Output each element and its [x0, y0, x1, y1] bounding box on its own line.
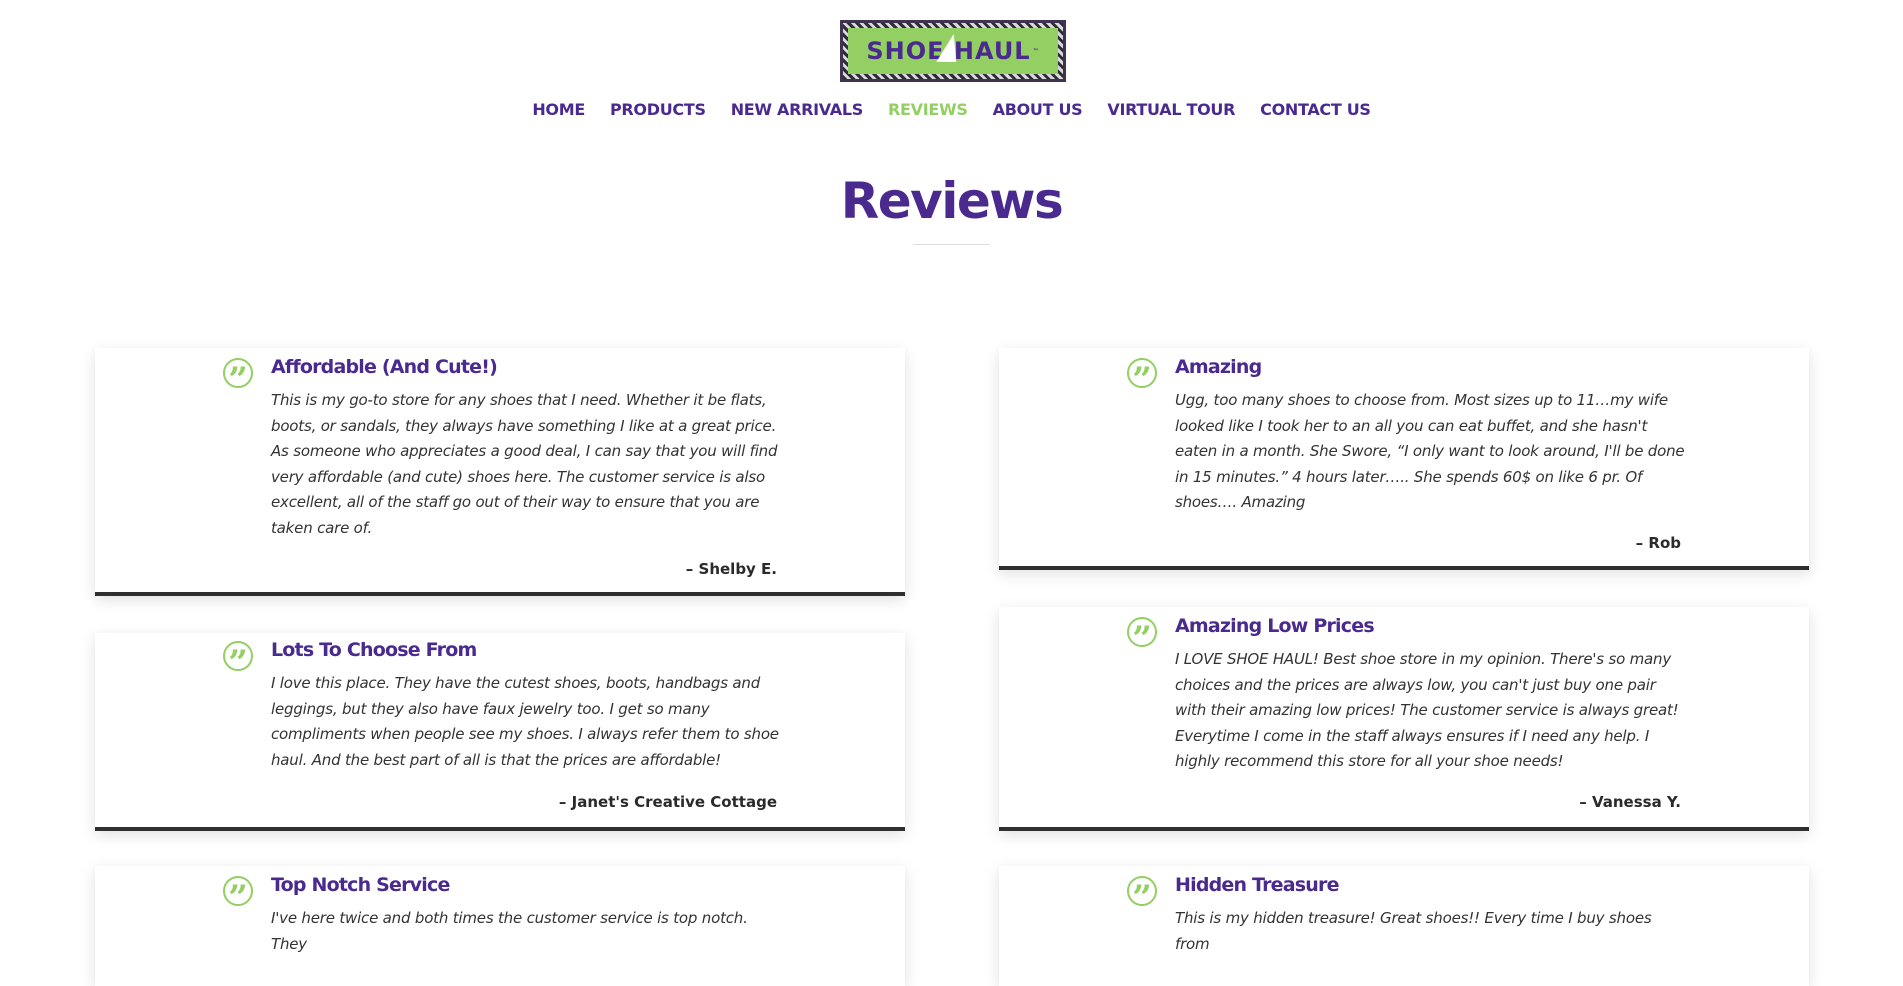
review-author: – Janet's Creative Cottage: [558, 793, 777, 811]
review-text: This is my go-to store for any shoes that I need. Whether it be flats, boots, or sandals, they always have something I like at a great price. As someone who appreciates a good deal, I can say that you will find very affordable (and cute) shoes here. The customer service is also excellent, all of the staff go out of their way to ensure that you are taken care of.: [271, 391, 778, 537]
main-nav: [0, 100, 1903, 119]
quote-icon: ”: [223, 876, 253, 906]
quote-icon: ”: [223, 358, 253, 388]
quote-icon: ”: [1127, 876, 1157, 906]
review-title: Amazing: [1175, 356, 1262, 378]
review-text: This is my hidden treasure! Great shoes!! Every time I buy shoes from: [1175, 909, 1652, 953]
review-text: I've here twice and both times the customer service is top notch. They: [271, 909, 748, 953]
review-author: – Rob: [1635, 534, 1681, 552]
review-text: Ugg, too many shoes to choose from. Most sizes up to 11…my wife looked like I took her to an all you can eat buffet, and she hasn't eaten in a month. She Swore, “I only want to look around, I'll be done in 15 minutes.” 4 hours later….. She spends 60$ on like 6 pr. Of shoes…. Amazing: [1175, 391, 1685, 512]
nav-item-virtual-tour[interactable]: VIRTUAL TOUR: [1107, 100, 1236, 119]
quote-icon: ”: [1127, 358, 1157, 388]
nav-item-home[interactable]: HOME: [532, 100, 585, 119]
nav-item-products[interactable]: PRODUCTS: [609, 100, 706, 119]
review-title: Amazing Low Prices: [1175, 615, 1374, 637]
site-logo[interactable]: [840, 20, 1066, 82]
review-card: [95, 348, 905, 596]
review-card: [999, 607, 1809, 831]
review-card: [95, 633, 905, 831]
review-title: Top Notch Service: [271, 874, 450, 896]
review-author: – Vanessa Y.: [1579, 793, 1681, 811]
review-text: I love this place. They have the cutest shoes, boots, handbags and leggings, but they also have faux jewelry too. I get so many compliments when people see my shoes. I always refer them to shoe haul. And the best part of all is that the prices are affordable!: [271, 674, 779, 769]
review-title: Lots To Choose From: [271, 639, 477, 661]
review-card: [999, 348, 1809, 570]
nav-item-contact-us[interactable]: CONTACT US: [1260, 100, 1371, 119]
logo-trademark: ™: [1032, 47, 1040, 55]
logo-text: SHOE HAUL: [866, 37, 1031, 65]
review-card: [95, 866, 905, 986]
review-card: [999, 866, 1809, 986]
review-title: Affordable (And Cute!): [271, 356, 498, 378]
review-title: Hidden Treasure: [1175, 874, 1339, 896]
page-title: Reviews: [840, 172, 1063, 230]
quote-icon: ”: [223, 641, 253, 671]
site-header: [0, 0, 1903, 130]
quote-icon: ”: [1127, 617, 1157, 647]
review-author: – Shelby E.: [685, 560, 777, 578]
nav-item-new-arrivals[interactable]: NEW ARRIVALS: [730, 100, 864, 119]
nav-item-reviews[interactable]: REVIEWS: [888, 100, 968, 119]
nav-item-about-us[interactable]: ABOUT US: [992, 100, 1083, 119]
logo-badge: [848, 28, 1058, 74]
title-divider: [913, 244, 990, 245]
review-text: I LOVE SHOE HAUL! Best shoe store in my opinion. There's so many choices and the prices are always low, you can't just buy one pair with their amazing low prices! The customer service is always great! Everytime I come in the staff always ensures if I need any help. I highly recommend this store for all your shoe needs!: [1175, 650, 1679, 771]
